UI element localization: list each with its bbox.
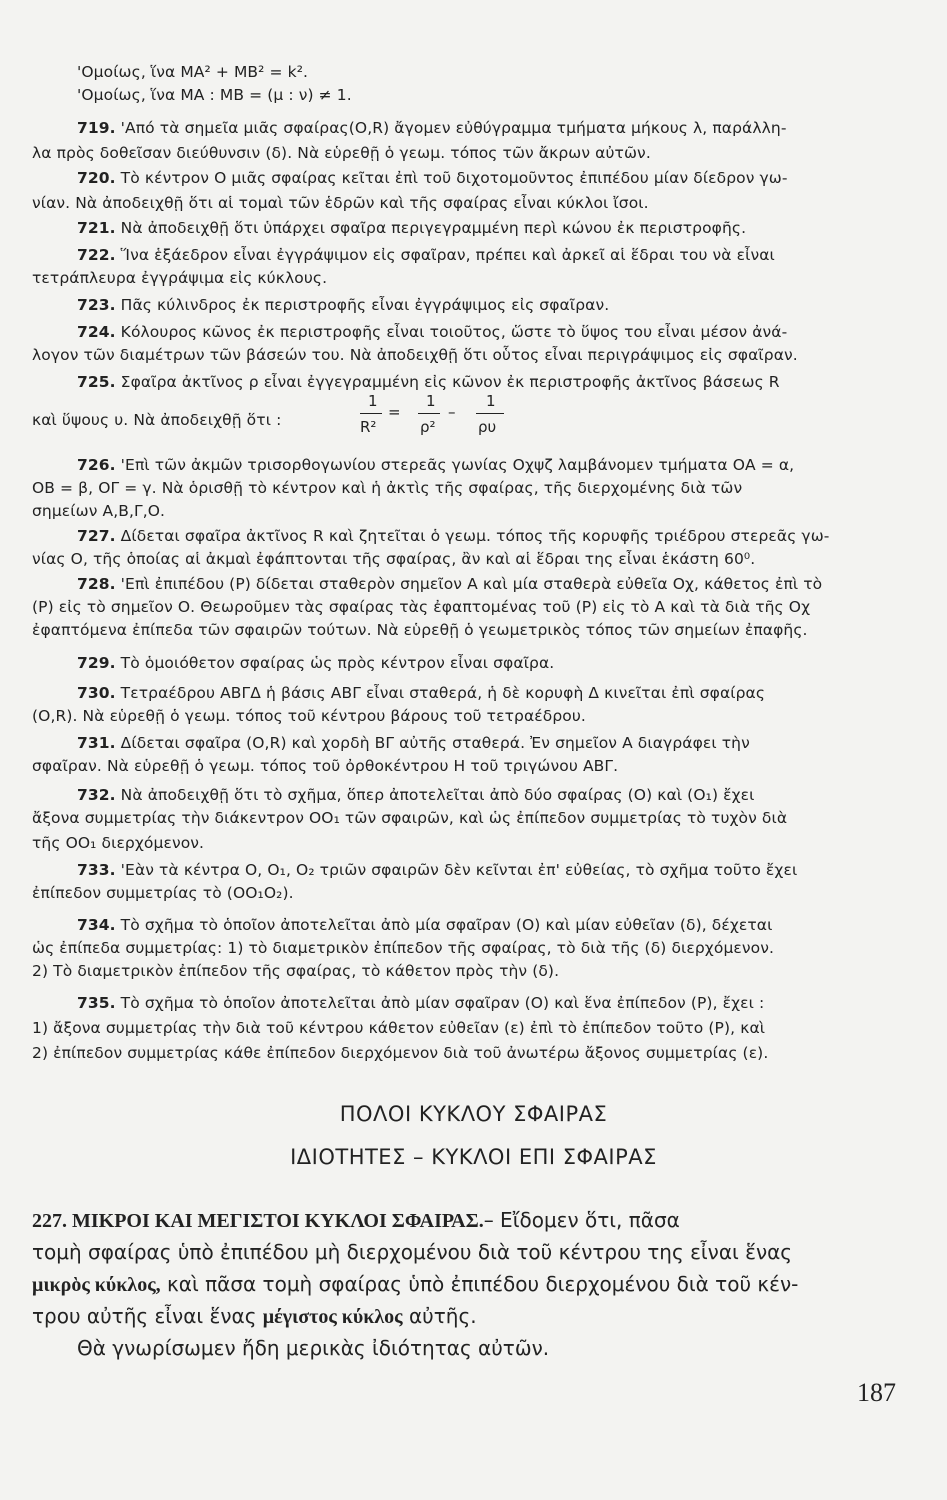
- line-text: σφαῖραν. Νὰ εὑρεθῇ ὁ γεωμ. τόπος τοῦ ὀρθοκέντρου Η τοῦ τριγώνου ΑΒΓ.: [32, 757, 619, 775]
- exercise-number: 726.: [77, 456, 116, 474]
- page-number: 187: [857, 1378, 896, 1407]
- line-text: σημείων Α,Β,Γ,Ο.: [32, 502, 166, 520]
- line-text: Τετραέδρου ΑΒΓΔ ἡ βάσις ΑΒΓ εἶναι σταθερά, ἡ δὲ κορυφὴ Δ κινεῖται ἐπὶ σφαίρας: [115, 684, 766, 702]
- exercise-line: [77, 245, 890, 265]
- line-text: Νὰ ἀποδειχθῇ ὅτι ὑπάρχει σφαῖρα περιγεγραμμένη περὶ κώνου ἐκ περιστροφῆς.: [115, 219, 747, 237]
- exercise-number: 724.: [77, 323, 116, 341]
- line-text: ἐπίπεδον συμμετρίας τὸ (ΟΟ₁Ο₂).: [32, 884, 294, 902]
- line-text: 'Ομοίως, ἵνα ΜΑ² + ΜΒ² = k².: [77, 63, 309, 81]
- line-text: 2) ἐπίπεδον συμμετρίας κάθε ἐπίπεδον διερχόμενον διὰ τοῦ ἀνωτέρω ἄξονος συμμετρίας (ε).: [32, 1044, 769, 1062]
- line-text: Τὸ σχῆμα τὸ ὁποῖον ἀποτελεῖται ἀπὸ μία σφαῖραν (Ο) καὶ μίαν εὐθεῖαν (δ), δέχεται: [115, 916, 773, 934]
- exercise-number: 734.: [77, 916, 116, 934]
- line-text: (Ο,R). Νὰ εὑρεθῇ ὁ γεωμ. τόπος τοῦ κέντρου βάρους τοῦ τετραέδρου.: [32, 707, 586, 725]
- fraction-bar: [476, 413, 504, 414]
- text-line: [32, 808, 890, 828]
- paragraph-text: – Εἴδομεν ὅτι, πᾶσα: [483, 1208, 680, 1232]
- formula-equals: =: [388, 403, 401, 421]
- exercise-number: 721.: [77, 219, 116, 237]
- fraction-bar: [360, 413, 382, 414]
- line-text: λογον τῶν διαμέτρων τῶν βάσεών του. Νὰ ἀποδειχθῇ ὅτι οὗτος εἶναι περιγράψιμος εἰς σφαῖραν.: [32, 346, 798, 364]
- text-line: [32, 706, 890, 726]
- exercise-line: [77, 168, 890, 188]
- exercise-number: 719.: [77, 119, 116, 137]
- paragraph-text: καὶ πᾶσα τομὴ σφαίρας ὑπὸ ἐπιπέδου διερχομένου διὰ τοῦ κέν-: [160, 1272, 799, 1296]
- formula-numerator: 1: [368, 392, 378, 410]
- line-text: καὶ ὕψους υ. Νὰ ἀποδειχθῇ ὅτι :: [32, 411, 282, 429]
- exercise-number: 730.: [77, 684, 116, 702]
- line-text: Σφαῖρα ἀκτῖνος ρ εἶναι ἐγγεγραμμένη εἰς κῶνον ἐκ περιστροφῆς ἀκτῖνος βάσεως R: [115, 373, 780, 391]
- line-text: λα πρὸς δοθεῖσαν διεύθυνσιν (δ). Νὰ εὑρεθῇ ὁ γεωμ. τόπος τῶν ἄκρων αὐτῶν.: [32, 144, 651, 162]
- text-line: [32, 478, 890, 498]
- fraction-bar: [418, 413, 440, 414]
- line-text: νίας Ο, τῆς ὁποίας αἱ ἀκμαὶ ἐφάπτονται τῆς σφαίρας, ἂν καὶ αἱ ἕδραι της εἶναι ἑκάστη 60⁰.: [32, 550, 756, 568]
- emphasis-term: μέγιστος κύκλος: [262, 1306, 403, 1328]
- exercise-line: [77, 322, 890, 342]
- line-text: Τὸ κέντρον Ο μιᾶς σφαίρας κεῖται ἐπὶ τοῦ διχοτομοῦντος ἐπιπέδου μίαν δίεδρον γω-: [115, 169, 788, 187]
- line-text: Νὰ ἀποδειχθῇ ὅτι τὸ σχῆμα, ὅπερ ἀποτελεῖται ἀπὸ δύο σφαίρας (Ο) καὶ (Ο₁) ἔχει: [115, 786, 755, 804]
- line-text: Κόλουρος κῶνος ἐκ περιστροφῆς εἶναι τοιοῦτος, ὥστε τὸ ὕψος του εἶναι μέσον ἀνά-: [115, 323, 788, 341]
- line-text: 'Ομοίως, ἵνα ΜΑ : ΜΒ = (μ : ν) ≠ 1.: [77, 86, 352, 104]
- exercise-line: [77, 683, 890, 703]
- formula-denominator: R²: [360, 418, 377, 436]
- paragraph-text: Θὰ γνωρίσωμεν ἤδη μερικὰς ἰδιότητας αὐτῶν.: [77, 1336, 550, 1360]
- formula-numerator: 1: [426, 392, 436, 410]
- line-text: ΟΒ = β, ΟΓ = γ. Νὰ ὁρισθῇ τὸ κέντρον καὶ ἡ ἀκτὶς τῆς σφαίρας, τῆς διερχομένης διὰ τῶν: [32, 479, 743, 497]
- text-line: [32, 756, 890, 776]
- exercise-number: 723.: [77, 296, 116, 314]
- exercise-line: [77, 218, 890, 238]
- formula-minus: –: [448, 403, 456, 421]
- exercise-number: 735.: [77, 994, 116, 1012]
- line-text: νίαν. Νὰ ἀποδειχθῇ ὅτι αἱ τομαὶ τῶν ἑδρῶν καὶ τῆς σφαίρας εἶναι κύκλοι ἴσοι.: [32, 194, 649, 212]
- section-title: 227. ΜΙΚΡΟΙ ΚΑΙ ΜΕΓΙΣΤΟΙ ΚΥΚΛΟΙ ΣΦΑΙΡΑΣ.: [32, 1210, 484, 1232]
- line-text: Δίδεται σφαῖρα (Ο,R) καὶ χορδὴ ΒΓ αὐτῆς σταθερά. Ἐν σημεῖον Α διαγράφει τὴν: [115, 734, 750, 752]
- exercise-line: [77, 653, 890, 673]
- exercise-line: [77, 785, 890, 805]
- section-heading: ΠΟΛΟΙ ΚΥΚΛΟΥ ΣΦΑΙΡΑΣ: [339, 1102, 608, 1126]
- text-line: [32, 938, 890, 958]
- text-line: [32, 193, 890, 213]
- paragraph-text: τομὴ σφαίρας ὑπὸ ἐπιπέδου μὴ διερχομένου διὰ τοῦ κέντρου της εἶναι ἕνας: [32, 1240, 793, 1264]
- text-line: [32, 1043, 890, 1063]
- line-text: τῆς ΟΟ₁ διερχόμενον.: [32, 834, 205, 852]
- exercise-line: [77, 574, 890, 594]
- exercise-number: 733.: [77, 861, 116, 879]
- emphasis-term: μικρὸς κύκλος,: [32, 1274, 161, 1296]
- line-text: 'Επὶ ἐπιπέδου (Ρ) δίδεται σταθερὸν σημεῖον Α καὶ μία σταθερὰ εὐθεῖα Οχ, κάθετος ἐπὶ τὸ: [115, 575, 823, 593]
- line-text: (Ρ) εἰς τὸ σημεῖον Ο. Θεωροῦμεν τὰς σφαίρας τὰς ἐφαπτομένας τοῦ (Ρ) εἰς τὸ Α καὶ τὰ διὰ τῆς Οχ: [32, 598, 811, 616]
- line-text: 'Από τὰ σημεῖα μιᾶς σφαίρας(Ο,R) ἄγομεν εὐθύγραμμα τμήματα μήκους λ, παράλλη-: [115, 119, 787, 137]
- line-text: Τὸ σχῆμα τὸ ὁποῖον ἀποτελεῖται ἀπὸ μίαν σφαῖραν (Ο) καὶ ἕνα ἐπίπεδον (Ρ), ἔχει :: [115, 994, 765, 1012]
- exercise-line: [77, 860, 890, 880]
- text-line: [77, 85, 890, 105]
- line-text: Δίδεται σφαῖρα ἀκτῖνος R καὶ ζητεῖται ὁ γεωμ. τόπος τῆς κορυφῆς τριέδρου στερεᾶς γω-: [115, 527, 830, 545]
- line-text: ὡς ἐπίπεδα συμμετρίας: 1) τὸ διαμετρικὸν ἐπίπεδον τῆς σφαίρας, τὸ διὰ τῆς (δ) διερχόμενον.: [32, 939, 775, 957]
- section-subheading: ΙΔΙΟΤΗΤΕΣ – ΚΥΚΛΟΙ ΕΠΙ ΣΦΑΙΡΑΣ: [290, 1145, 657, 1169]
- exercise-number: 732.: [77, 786, 116, 804]
- exercise-line: [77, 993, 890, 1013]
- line-text: Πᾶς κύλινδρος ἐκ περιστροφῆς εἶναι ἐγγράψιμος εἰς σφαῖραν.: [115, 296, 610, 314]
- exercise-number: 727.: [77, 527, 116, 545]
- text-line: [32, 961, 890, 981]
- exercise-number: 729.: [77, 654, 116, 672]
- text-line: [32, 597, 890, 617]
- line-text: Τὸ ὁμοιόθετον σφαίρας ὡς πρὸς κέντρον εἶναι σφαῖρα.: [115, 654, 555, 672]
- exercise-line: [77, 526, 890, 546]
- text-line: [32, 143, 890, 163]
- text-line: [32, 345, 890, 365]
- text-line: [32, 620, 890, 640]
- formula-denominator: ρυ: [478, 418, 497, 436]
- exercise-line: [77, 118, 890, 138]
- exercise-line: [77, 455, 890, 475]
- line-text: τετράπλευρα ἐγγράψιμα εἰς κύκλους.: [32, 269, 328, 287]
- text-line: [32, 501, 890, 521]
- formula-denominator: ρ²: [420, 418, 436, 436]
- formula-numerator: 1: [486, 392, 496, 410]
- text-line: [32, 268, 890, 288]
- line-text: 'Επὶ τῶν ἀκμῶν τρισορθογωνίου στερεᾶς γωνίας Οχψζ λαμβάνομεν τμήματα ΟΑ = α,: [115, 456, 795, 474]
- text-line: [32, 410, 890, 430]
- exercise-number: 722.: [77, 246, 116, 264]
- line-text: Ἵνα ἑξάεδρον εἶναι ἐγγράψιμον εἰς σφαῖραν, πρέπει καὶ ἀρκεῖ αἱ ἕδραι του νὰ εἶναι: [115, 246, 775, 264]
- text-line: [32, 833, 890, 853]
- exercise-line: [77, 295, 890, 315]
- exercise-line: [77, 733, 890, 753]
- line-text: ἄξονα συμμετρίας τὴν διάκεντρον ΟΟ₁ τῶν σφαιρῶν, καὶ ὡς ἐπίπεδον συμμετρίας τὸ τυχὸν διὰ: [32, 809, 788, 827]
- line-text: 1) ἄξονα συμμετρίας τὴν διὰ τοῦ κέντρου κάθετον εὐθεῖαν (ε) ἐπὶ τὸ ἐπίπεδον τοῦτο (Ρ), καὶ: [32, 1019, 766, 1037]
- text-line: [77, 62, 890, 82]
- exercise-number: 731.: [77, 734, 116, 752]
- text-line: [32, 1018, 890, 1038]
- text-line: [32, 883, 890, 903]
- paragraph-text: αὐτῆς.: [402, 1304, 477, 1328]
- line-text: 'Εὰν τὰ κέντρα Ο, Ο₁, Ο₂ τριῶν σφαιρῶν δὲν κεῖνται ἐπ' εὐθείας, τὸ σχῆμα τοῦτο ἔχει: [115, 861, 798, 879]
- line-text: 2) Τὸ διαμετρικὸν ἐπίπεδον τῆς σφαίρας, τὸ κάθετον πρὸς τὴν (δ).: [32, 962, 560, 980]
- text-line: [32, 549, 890, 569]
- exercise-number: 728.: [77, 575, 116, 593]
- exercise-line: [77, 915, 890, 935]
- exercise-line: [77, 372, 890, 392]
- line-text: ἐφαπτόμενα ἐπίπεδα τῶν σφαιρῶν τούτων. Νὰ εὑρεθῇ ὁ γεωμετρικὸς τόπος τῶν σημείων ἐπαφῆς.: [32, 621, 808, 639]
- paragraph-text: τρου αὐτῆς εἶναι ἕνας: [32, 1304, 263, 1328]
- exercise-number: 720.: [77, 169, 116, 187]
- exercise-number: 725.: [77, 373, 116, 391]
